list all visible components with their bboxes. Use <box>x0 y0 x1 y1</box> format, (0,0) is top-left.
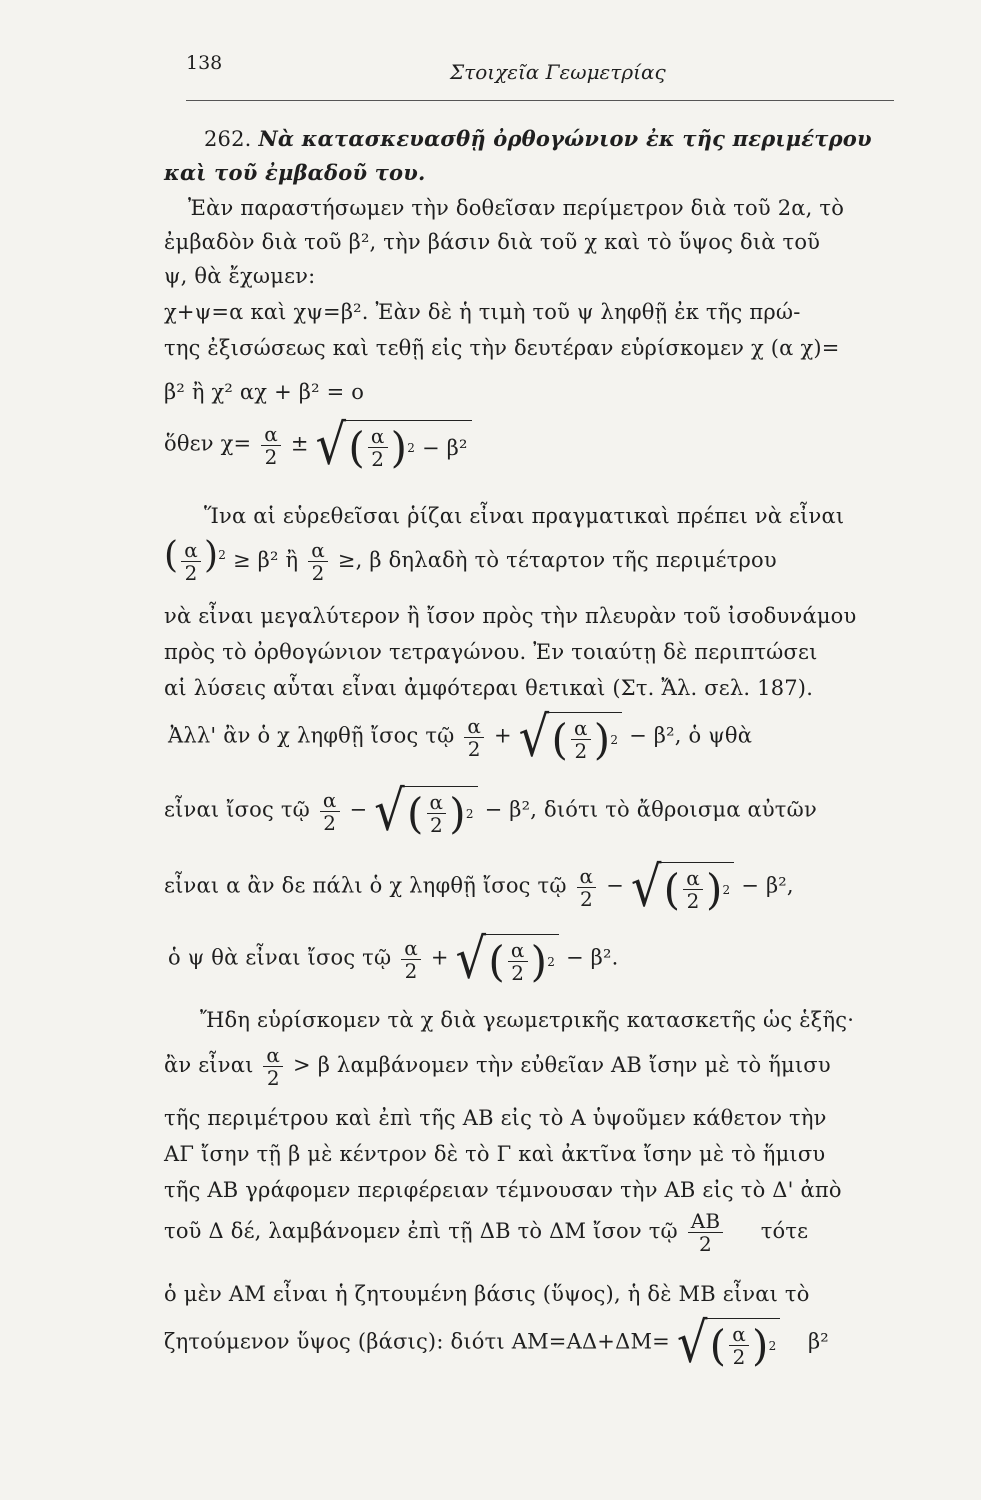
text-line: αἱ λύσεις αὗται εἶναι ἀμφότεραι θετικαὶ (Στ. Ἄλ. σελ. 187). <box>164 676 814 700</box>
radical: √ ( $\frac{\alpha}{2}$ ) 2 − β² <box>316 420 472 470</box>
running-title: Στοιχεῖα Γεωμετρίας <box>450 60 666 84</box>
text-line: Ἤδη εὑρίσκομεν τὰ χ διὰ γεωμετρικῆς κατασκετῆς ὡς ἑξῆς· <box>200 1008 855 1032</box>
math-line: ἂν εἶναι $\frac{\alpha}{2}$ > β λαμβάνομεν τὴν εὐθεῖαν ΑΒ ἴσην μὲ τὸ ἥμισυ <box>164 1043 831 1090</box>
text-line: πρὸς τὸ ὀρθογώνιον τετραγώνου. Ἐν τοιαύτῃ δὲ περιπτώσει <box>164 640 818 664</box>
formula-label: ὅθεν χ= <box>164 431 252 456</box>
text-line: της ἐξισώσεως καὶ τεθῇ εἰς τὴν δευτέραν εὑρίσκομεν χ (α χ)= <box>164 336 840 360</box>
text-line: ΑΓ ἴσην τῇ β μὲ κέντρον δὲ τὸ Γ καὶ ἀκτῖνα ἴσην μὲ τὸ ἥμισυ <box>164 1142 826 1166</box>
pm-sign: ± <box>290 431 309 456</box>
math-line: Ἀλλ' ἂν ὁ χ ληφθῇ ἴσος τῷ $\frac{\alpha}{2}$ + √ ( $\frac{\alpha}{2}$ ) 2 − β², ὁ ψθὰ <box>168 704 753 770</box>
math-line: ὁ ψ θὰ εἶναι ἴσος τῷ $\frac{\alpha}{2}$ + √ ( $\frac{\alpha}{2}$ ) 2 − β². <box>168 926 619 992</box>
text-line: ἐμβαδὸν διὰ τοῦ β², τὴν βάσιν διὰ τοῦ χ καὶ τὸ ὕψος διὰ τοῦ <box>164 230 821 254</box>
problem-title-line1: Νὰ κατασκευασθῇ ὀρθογώνιον ἐκ τῆς περιμέτρου <box>258 126 872 151</box>
problem-number: 262. <box>204 127 252 151</box>
math-line: εἶναι α ἂν δε πάλι ὁ χ ληφθῇ ἴσος τῷ $\frac{\alpha}{2}$ − √ ( $\frac{\alpha}{2}$ ) 2 − β², <box>164 854 794 920</box>
text-line: νὰ εἶναι μεγαλύτερον ἢ ἴσον πρὸς τὴν πλευρὰν τοῦ ἰσοδυνάμου <box>164 604 857 628</box>
math-line: ζητούμενον ὕψος (βάσις): διότι ΑΜ=ΑΔ+ΔΜ= √ ( $\frac{\alpha}{2}$ ) 2 β² <box>164 1310 829 1376</box>
fraction: $\frac{\alpha}{2}$ <box>261 423 281 468</box>
condition-line: ( $\frac{\alpha}{2}$ )$^2$ ≥ β² ἢ $\frac{\alpha}{2}$ ≥, β δηλαδὴ τὸ τέταρτον τῆς περιμέτρου <box>164 535 777 585</box>
text-line: Ἐὰν παραστήσωμεν τὴν δοθεῖσαν περίμετρον διὰ τοῦ 2α, τὸ <box>188 196 845 220</box>
math-line: εἶναι ἴσος τῷ $\frac{\alpha}{2}$ − √ ( $\frac{\alpha}{2}$ ) 2 − β², διότι τὸ ἄθροισμα αὐτῶν <box>164 778 817 844</box>
equation-line: β² ἢ χ² αχ + β² = ο <box>164 380 365 404</box>
text-line: ὁ μὲν ΑΜ εἶναι ἡ ζητουμένη βάσις (ὕψος), ἡ δὲ ΜΒ εἶναι τὸ <box>164 1282 810 1306</box>
text-line: τῆς περιμέτρου καὶ ἐπὶ τῆς ΑΒ εἰς τὸ Α ὑψοῦμεν κάθετον τὴν <box>164 1106 827 1130</box>
text-line: ψ, θὰ ἔχωμεν: <box>164 264 316 288</box>
text-line: Ἵνα αἱ εὑρεθεῖσαι ῥίζαι εἶναι πραγματικαὶ πρέπει νὰ εἶναι <box>204 504 845 528</box>
problem-heading <box>204 126 872 151</box>
text-line: χ+ψ=α καὶ χψ=β². Ἐὰν δὲ ἡ τιμὴ τοῦ ψ ληφθῇ ἐκ τῆς πρώ- <box>164 300 801 324</box>
problem-title-line2: καὶ τοῦ ἐμβαδοῦ του. <box>164 160 426 185</box>
math-line: τοῦ Δ δέ, λαμβάνομεν ἐπὶ τῇ ΔΒ τὸ ΔΜ ἴσον τῷ $\frac{AB}{2}$ τότε <box>164 1209 809 1256</box>
header-rule <box>186 100 894 101</box>
page-number: 138 <box>186 52 223 74</box>
root-formula <box>164 412 472 478</box>
text-line: τῆς ΑΒ γράφομεν περιφέρειαν τέμνουσαν τὴν ΑΒ εἰς τὸ Δ' ἀπὸ <box>164 1178 842 1202</box>
